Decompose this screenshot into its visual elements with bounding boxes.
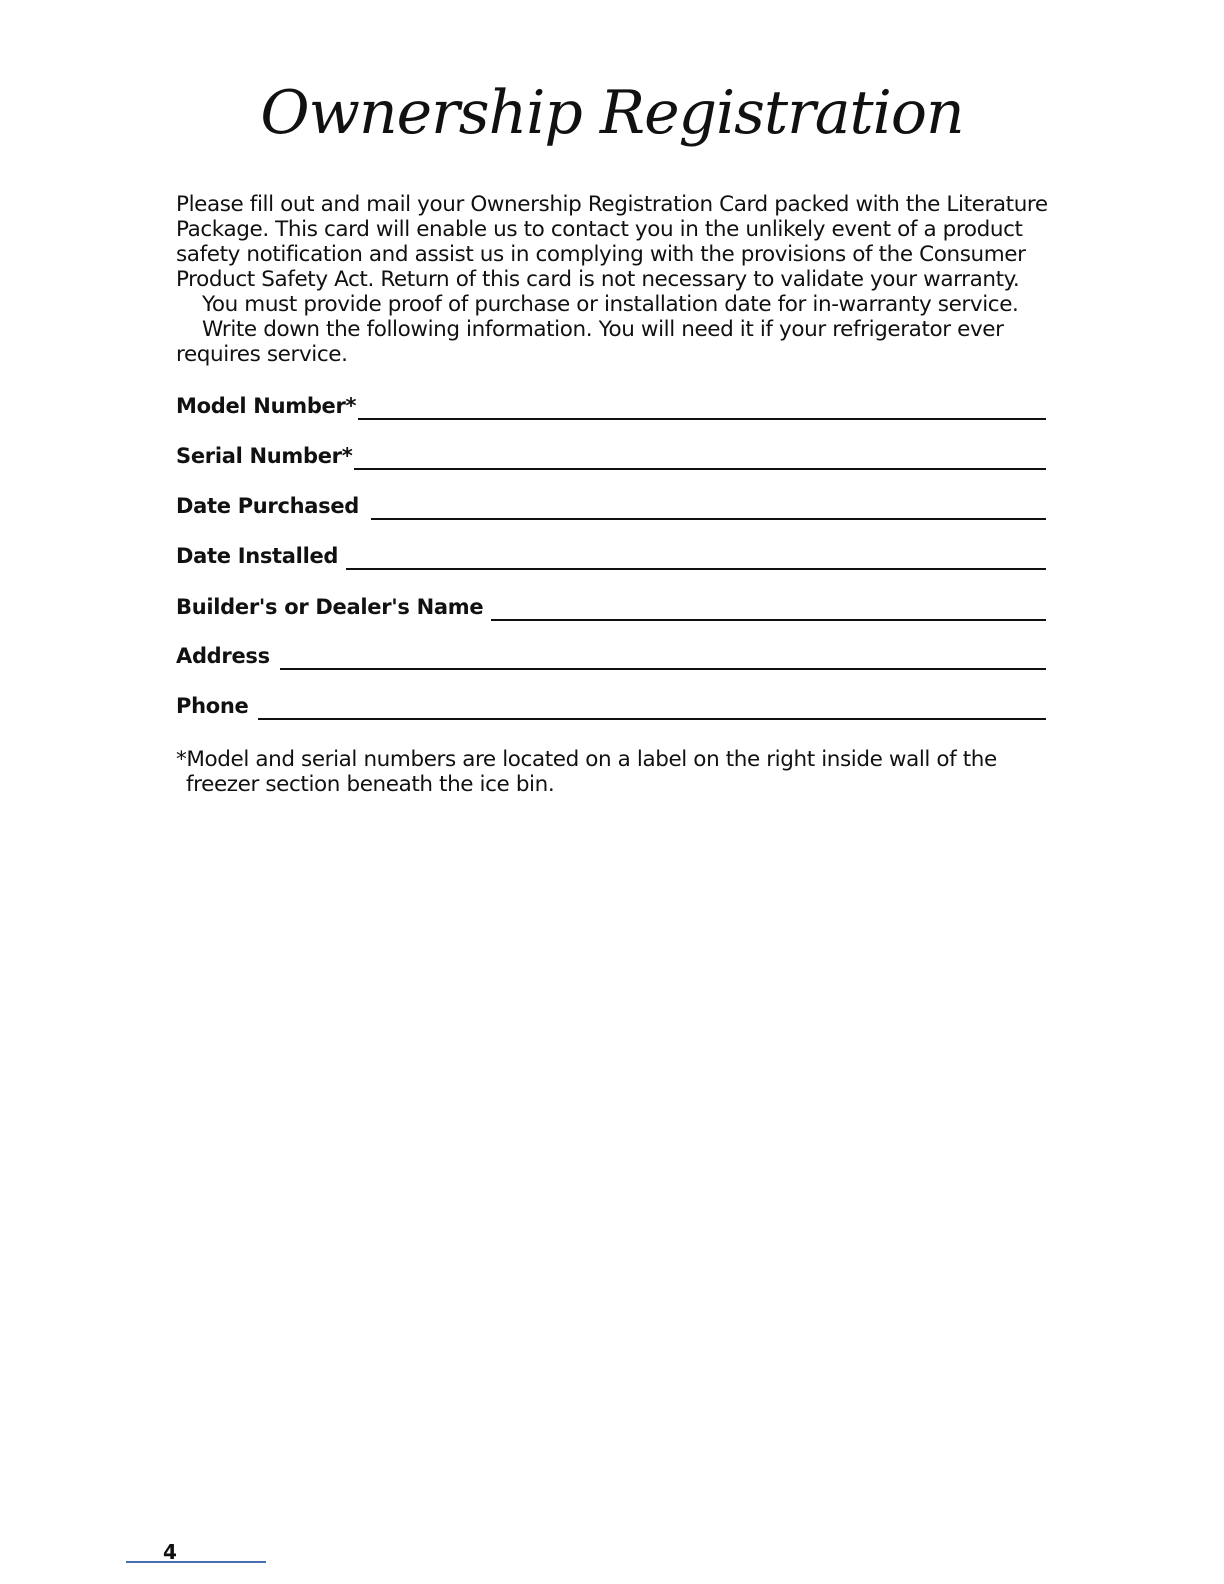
phone-field[interactable] bbox=[176, 690, 1046, 720]
date-installed-blank-line[interactable] bbox=[346, 568, 1046, 570]
intro-text bbox=[176, 192, 1056, 367]
serial-number-field[interactable] bbox=[176, 440, 1046, 470]
date-installed-label: Date Installed bbox=[176, 544, 339, 568]
date-purchased-blank-line[interactable] bbox=[371, 518, 1046, 520]
intro-paragraph-proof-of-purchase: You must provide proof of purchase or installation date for in-warranty service. bbox=[202, 292, 1019, 317]
date-purchased-field[interactable] bbox=[176, 490, 1046, 520]
date-purchased-label: Date Purchased bbox=[176, 494, 360, 518]
model-number-blank-line[interactable] bbox=[358, 418, 1046, 420]
model-number-field[interactable] bbox=[176, 390, 1046, 420]
serial-number-label: Serial Number* bbox=[176, 444, 353, 468]
builder-dealer-name-blank-line[interactable] bbox=[491, 619, 1046, 621]
page-number: 4 bbox=[163, 1540, 177, 1564]
page-title: Ownership Registration bbox=[260, 78, 964, 148]
date-installed-field[interactable] bbox=[176, 540, 1046, 570]
model-number-label: Model Number* bbox=[176, 394, 357, 418]
intro-paragraph-registration: Please fill out and mail your Ownership Registration Card packed with the Literature Package. This card will enable us to contact you in the unlikely event of a product safety notification and assist us in complying with the provisions of the Consumer Product Safety Act. Return of this card is not necessary to validate your warranty. bbox=[176, 192, 1048, 292]
serial-number-blank-line[interactable] bbox=[354, 468, 1046, 470]
builder-dealer-name-field[interactable] bbox=[176, 591, 1046, 621]
address-label: Address bbox=[176, 644, 270, 668]
footnote-line-2: freezer section beneath the ice bin. bbox=[186, 772, 555, 797]
footnote-line-1: *Model and serial numbers are located on a label on the right inside wall of the bbox=[176, 747, 997, 772]
phone-label: Phone bbox=[176, 694, 249, 718]
builder-dealer-name-label: Builder's or Dealer's Name bbox=[176, 595, 484, 619]
footnote bbox=[176, 747, 1036, 797]
intro-paragraph-write-down: Write down the following information. You will need it if your refrigerator ever requires service. bbox=[176, 317, 1004, 367]
phone-blank-line[interactable] bbox=[258, 718, 1046, 720]
page-number-rule bbox=[126, 1561, 266, 1563]
address-field[interactable] bbox=[176, 640, 1046, 670]
address-blank-line[interactable] bbox=[280, 668, 1046, 670]
